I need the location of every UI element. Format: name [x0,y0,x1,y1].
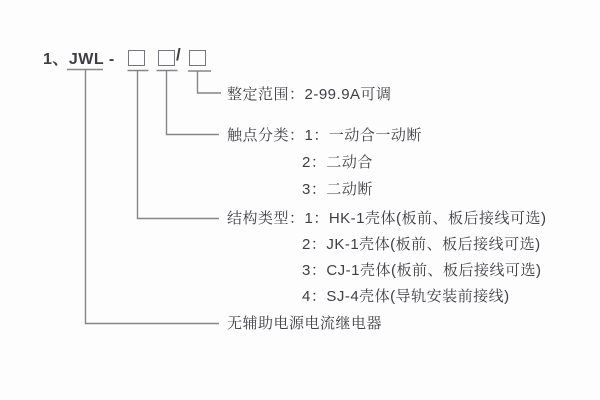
structure-type-digit-box [128,50,145,66]
slash-separator: / [176,45,181,64]
branch-contact-class-label: 触点分类：1：一动合一动断 [227,127,422,144]
contact-class-option-3: 3：二动断 [302,181,373,198]
structure-type-option-3: 3：CJ-1壳体(板前、板后接线可选) [302,262,542,279]
contact-class-digit-box [158,50,175,66]
branch-setting-range-label: 整定范围：2-99.9A可调 [227,86,392,103]
structure-type-option-4: 4：SJ-4壳体(导轨安装前接线) [302,288,510,305]
contact-class-option-2: 2：二动合 [302,154,373,171]
relay-description-label: 无辅助电源电流继电器 [227,315,383,332]
branch-structure-type-label: 结构类型：1：HK-1壳体(板前、板后接线可选) [227,210,547,227]
setting-range-digit-box [189,50,206,66]
model-prefix: 1、JWL - [43,51,115,68]
structure-type-option-2: 2：JK-1壳体(板前、板后接线可选) [302,236,541,253]
